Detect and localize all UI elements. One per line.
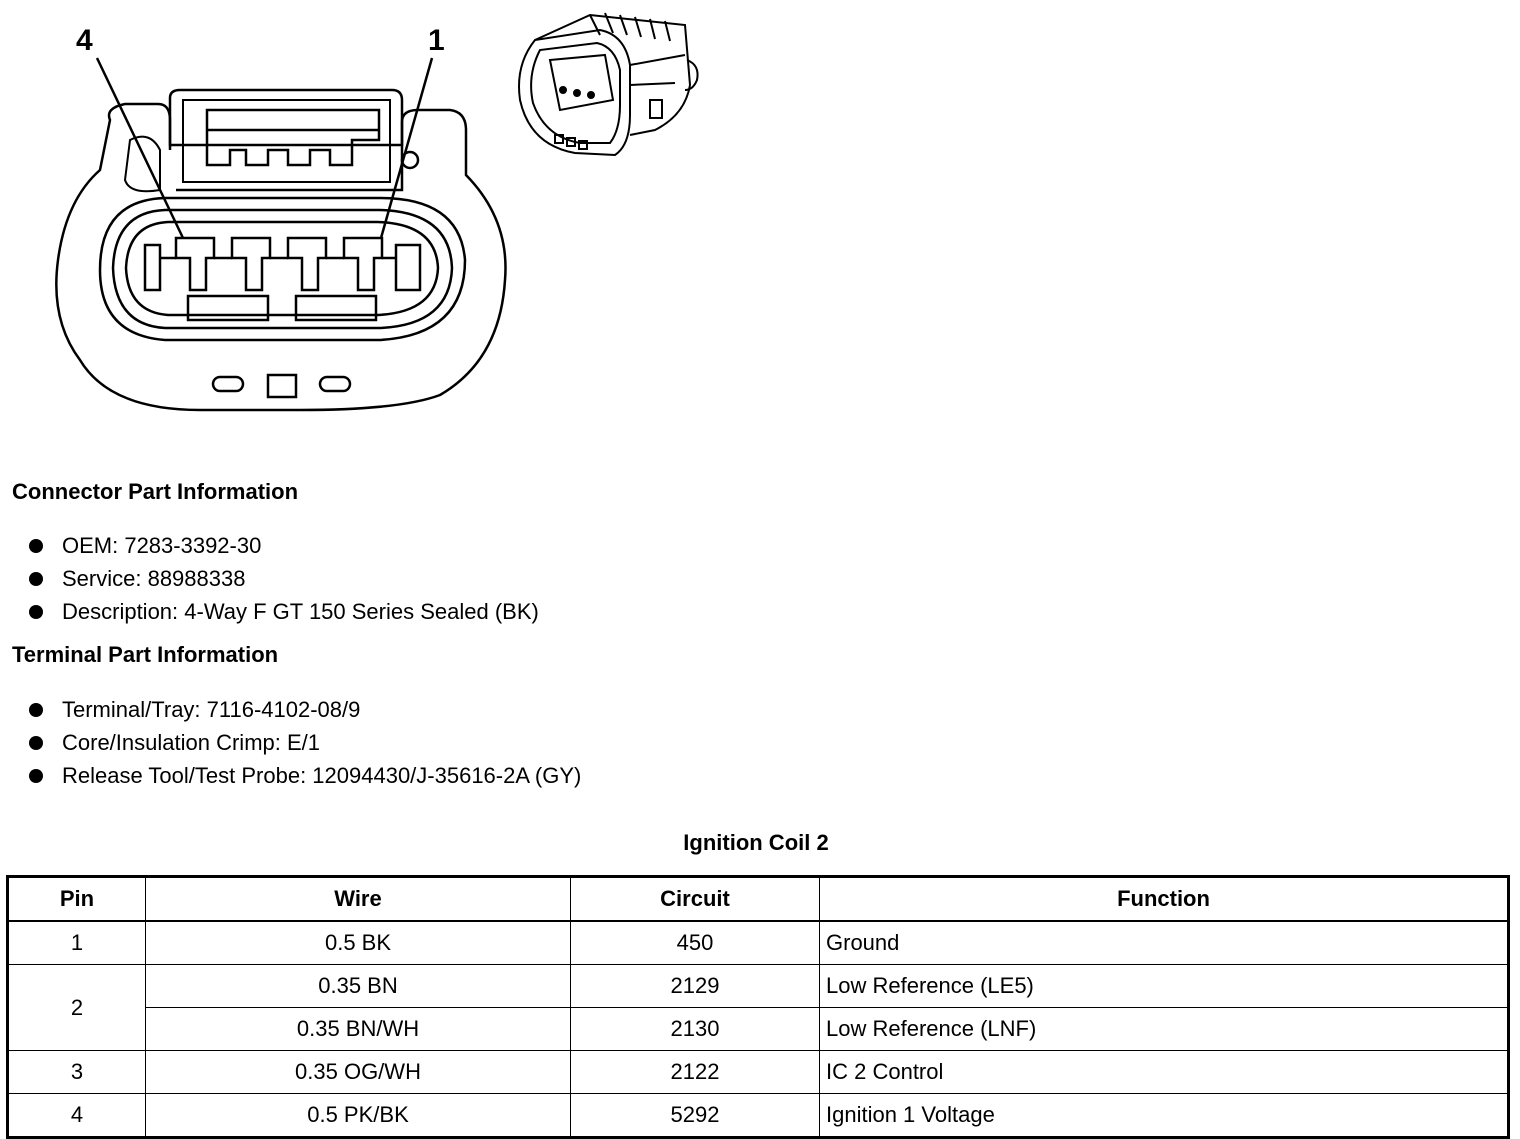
function-cell: Low Reference (LNF) (820, 1008, 1509, 1051)
column-header-pin: Pin (8, 877, 146, 922)
table-row (8, 1051, 1509, 1094)
pin-cell: 4 (8, 1094, 146, 1138)
circuit-cell: 2122 (571, 1051, 820, 1094)
pin-cell: 1 (8, 921, 146, 965)
list-item: Core/Insulation Crimp: E/1 (24, 726, 581, 759)
terminal-info-heading: Terminal Part Information (12, 642, 279, 667)
connector-face-drawing (0, 0, 520, 420)
connector-info-heading: Connector Part Information (12, 479, 299, 504)
list-item: Description: 4-Way F GT 150 Series Sealed (BK) (24, 595, 539, 628)
table-row (8, 921, 1509, 965)
bullet-icon (29, 703, 43, 717)
function-cell: Ground (820, 921, 1509, 965)
pin-1-label: 1 (428, 24, 445, 57)
connector-3d-drawing (505, 5, 705, 165)
wire-cell: 0.5 BK (146, 921, 571, 965)
function-cell: Low Reference (LE5) (820, 965, 1509, 1008)
bullet-icon (29, 605, 43, 619)
circuit-cell: 5292 (571, 1094, 820, 1138)
list-item: Terminal/Tray: 7116-4102-08/9 (24, 693, 581, 726)
circuit-cell: 2129 (571, 965, 820, 1008)
circuit-cell: 450 (571, 921, 820, 965)
connector-face (100, 198, 465, 340)
connector-info-list (24, 529, 539, 628)
bullet-icon (29, 572, 43, 586)
function-cell: Ignition 1 Voltage (820, 1094, 1509, 1138)
list-item: Service: 88988338 (24, 562, 539, 595)
bullet-icon (29, 539, 43, 553)
function-cell: IC 2 Control (820, 1051, 1509, 1094)
column-header-wire: Wire (146, 877, 571, 922)
pinout-table (6, 875, 1510, 1139)
wire-cell: 0.35 OG/WH (146, 1051, 571, 1094)
pin-4-label: 4 (76, 24, 93, 57)
table-row (8, 965, 1509, 1008)
table-header-row (8, 877, 1509, 922)
wire-cell: 0.35 BN (146, 965, 571, 1008)
table-row (8, 1094, 1509, 1138)
key-square (268, 375, 296, 397)
column-header-function: Function (820, 877, 1509, 922)
wire-cell: 0.35 BN/WH (146, 1008, 571, 1051)
terminal-cavities (145, 238, 420, 320)
pin-cell: 2 (8, 965, 146, 1051)
bullet-icon (29, 769, 43, 783)
bullet-icon (29, 736, 43, 750)
wire-cell: 0.5 PK/BK (146, 1094, 571, 1138)
table-row (8, 1008, 1509, 1051)
terminal-info-list (24, 693, 581, 792)
column-header-circuit: Circuit (571, 877, 820, 922)
list-item: Release Tool/Test Probe: 12094430/J-35616-2A (GY) (24, 759, 581, 792)
key-slot-left (213, 377, 243, 391)
pin-cell: 3 (8, 1051, 146, 1094)
table-caption: Ignition Coil 2 (683, 830, 829, 855)
circuit-cell: 2130 (571, 1008, 820, 1051)
key-slot-right (320, 377, 350, 391)
list-item: OEM: 7283-3392-30 (24, 529, 539, 562)
